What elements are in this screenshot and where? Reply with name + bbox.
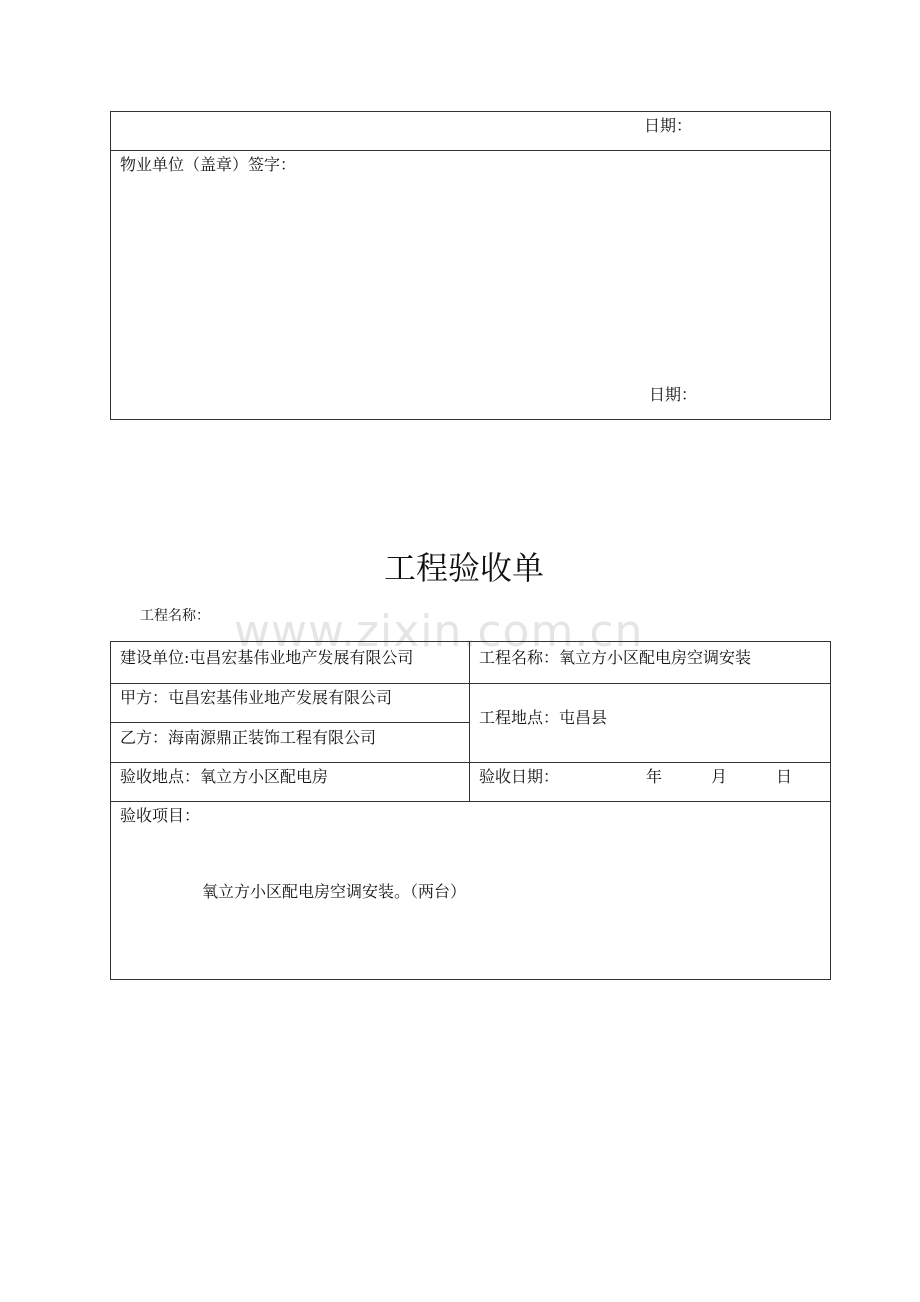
project-location-cell: 工程地点：屯昌县 [479, 708, 608, 727]
party-a-cell: 甲方：屯昌宏基伟业地产发展有限公司 [120, 688, 393, 707]
year-label: 年 [646, 767, 663, 786]
date-label-2: 日期： [649, 385, 698, 404]
row-divider [110, 801, 831, 802]
column-divider [469, 641, 470, 801]
date-label-1: 日期： [644, 116, 693, 135]
acceptance-date-label: 验收日期： [479, 767, 560, 786]
project-name-caption: 工程名称： [140, 608, 210, 624]
page-title: 工程验收单 [384, 549, 545, 587]
builder-cell: 建设单位:屯昌宏基伟业地产发展有限公司 [120, 648, 414, 667]
row-divider [110, 683, 831, 684]
party-b-cell: 乙方：海南源鼎正装饰工程有限公司 [120, 728, 377, 747]
day-label: 日 [776, 767, 793, 786]
row-divider [110, 762, 831, 763]
acceptance-location-cell: 验收地点：氧立方小区配电房 [120, 767, 329, 786]
project-name-cell: 工程名称：氧立方小区配电房空调安装 [479, 648, 752, 667]
items-content: 氧立方小区配电房空调安装。（两台） [202, 882, 467, 901]
items-label: 验收项目： [120, 806, 201, 825]
property-sign-label: 物业单位（盖章）签字： [120, 155, 297, 174]
watermark: www.zixin.com.cn [234, 606, 644, 657]
row-divider [110, 722, 470, 723]
month-label: 月 [711, 767, 728, 786]
top-form-divider [110, 150, 831, 151]
